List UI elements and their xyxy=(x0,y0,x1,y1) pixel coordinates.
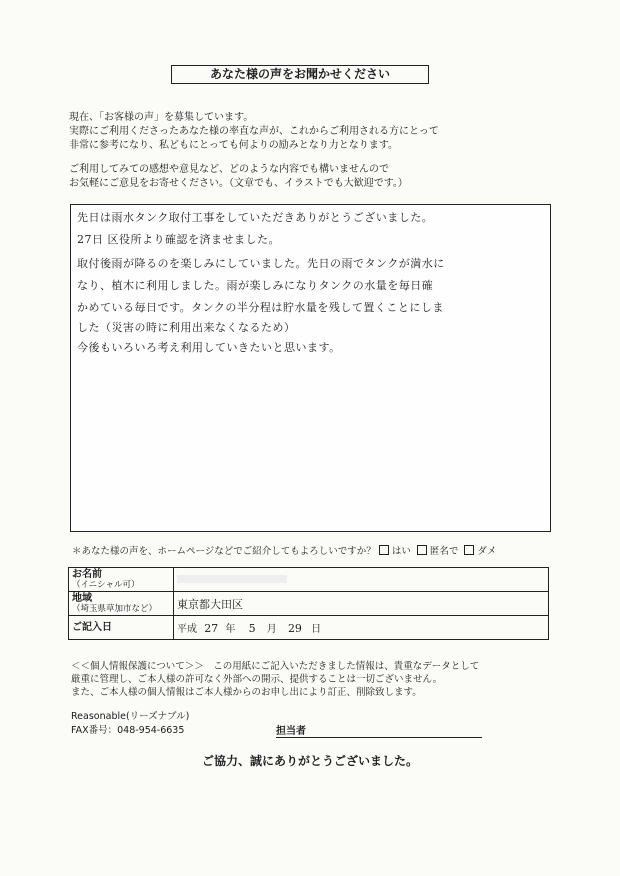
date-day: 29 xyxy=(287,622,302,635)
privacy-line-2: 厳重に管理し、ご本人様の許可なく外部への開示、提供することは一切ございません。 xyxy=(71,674,443,685)
area-sub: （埼玉県草加市など） xyxy=(72,603,158,614)
area-value: 東京都大田区 xyxy=(177,597,243,611)
date-era: 平成 xyxy=(177,624,197,635)
intro-line-3: 非常に参考になり、私どもにとっても何よりの励みとなり力となります。 xyxy=(69,140,398,151)
area-label: 地域 xyxy=(72,592,92,604)
checkbox-initial[interactable] xyxy=(417,545,427,555)
consent-no-label: ダメ xyxy=(477,546,497,557)
consent-question: ＊あなた様の声を、ホームページなどでご紹介してもよろしいですか？ xyxy=(72,546,376,557)
consent-initial-label: 匿名で xyxy=(429,546,459,557)
name-field[interactable] xyxy=(174,568,549,592)
intro-line-5: お気軽にご意見をお寄せください。（文章でも、イラストでも大歓迎です。） xyxy=(69,178,408,189)
intro-line-4: ご利用してみての感想や意見など、どのような内容でも構いませんので xyxy=(69,164,389,175)
date-year: 27 xyxy=(204,622,219,635)
comment-box[interactable] xyxy=(70,204,551,532)
handwritten-line: 取付後雨が降るのを楽しみにしていました。先日の雨でタンクが満水に xyxy=(77,257,445,270)
handwritten-line: 先日は雨水タンク取付工事をしていただきありがとうございました。 xyxy=(77,211,434,224)
handwritten-line: した（災害の時に利用出来なくなるため） xyxy=(77,321,296,334)
area-label-cell xyxy=(69,592,174,616)
handwritten-line: かめている毎日です。タンクの半分程は貯水量を残して置くことにしま xyxy=(77,301,444,314)
thanks-message: ご協力、誠にありがとうございました。 xyxy=(201,754,418,768)
date-day-unit: 日 xyxy=(311,624,322,635)
date-label-cell xyxy=(69,616,174,640)
privacy-line-1: ＜＜個人情報保護について＞＞ この用紙にご記入いただきました情報は、貴重なデータとして xyxy=(71,661,480,672)
date-label: ご記入日 xyxy=(72,621,112,633)
privacy-line-3: また、ご本人様の個人情報はご本人様からのお申し出により訂正、削除致します。 xyxy=(71,687,422,698)
intro-line-1: 現在、「お客様の声」を募集しています。 xyxy=(69,112,254,123)
name-sub: （イニシャル可） xyxy=(72,579,140,590)
date-field[interactable] xyxy=(174,616,549,640)
handwritten-line: なり、植木に利用しました。雨が楽しみになりタンクの水量を毎日確 xyxy=(77,279,434,292)
date-month-unit: 月 xyxy=(266,624,277,635)
redacted-name xyxy=(177,575,287,583)
consent-yes-label: はい xyxy=(391,546,411,557)
date-year-unit: 年 xyxy=(225,624,236,635)
date-month: 5 xyxy=(248,622,256,635)
page-title: あなた様の声をお聞かせください xyxy=(171,65,429,84)
intro-line-2: 実際にご利用くださったあなた様の率直な声が、これからご利用される方にとって xyxy=(69,126,439,137)
tanto-label: 担当者 xyxy=(276,726,306,737)
name-label: お名前 xyxy=(72,568,102,580)
checkbox-no[interactable] xyxy=(464,545,474,555)
area-field[interactable] xyxy=(174,592,549,616)
company-name: Reasonable(リーズナブル) xyxy=(71,711,190,722)
handwritten-line: 27日 区役所より確認を済ませました。 xyxy=(77,233,280,246)
consent-row xyxy=(72,543,496,557)
name-label-cell xyxy=(69,568,174,592)
info-table xyxy=(68,567,549,640)
fax-number: FAX番号：048-954-6635 xyxy=(71,725,185,736)
checkbox-yes[interactable] xyxy=(379,545,389,555)
tanto-field[interactable] xyxy=(276,722,482,738)
handwritten-line: 今後もいろいろ考え利用していきたいと思います。 xyxy=(77,341,341,354)
